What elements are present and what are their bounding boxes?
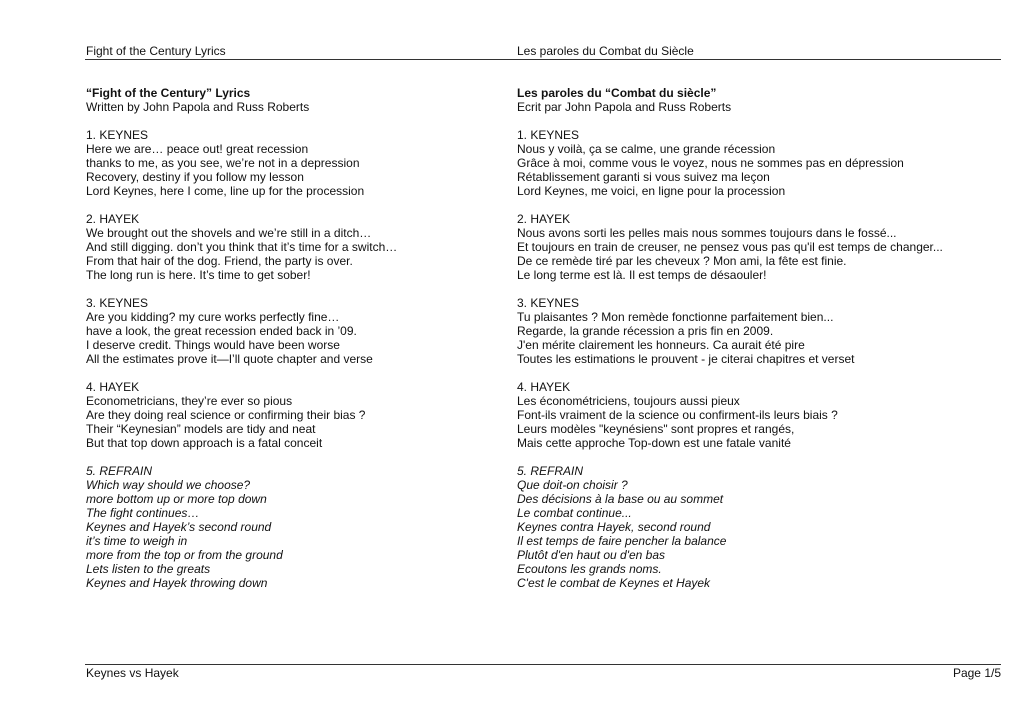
stanza-heading: 3. KEYNES bbox=[86, 296, 149, 310]
french-column bbox=[517, 86, 947, 590]
lyric-line: Ecoutons les grands noms. bbox=[517, 562, 662, 576]
lyric-line: Il est temps de faire pencher la balance bbox=[517, 534, 727, 548]
lyric-line: Which way should we choose? bbox=[86, 478, 251, 492]
stanza-heading: 1. KEYNES bbox=[86, 128, 149, 142]
english-refrain bbox=[86, 464, 516, 590]
lyric-line: Regarde, la grande récession a pris fin en 2009. bbox=[517, 324, 774, 338]
stanza-heading: 2. HAYEK bbox=[517, 212, 571, 226]
lyric-line: Are you kidding? my cure works perfectly fine… bbox=[86, 310, 340, 324]
stanza-heading: 1. KEYNES bbox=[517, 128, 580, 142]
stanza-heading: 5. REFRAIN bbox=[86, 464, 153, 478]
lyric-line: Plutôt d'en haut ou d'en bas bbox=[517, 548, 666, 562]
lyric-line: have a look, the great recession ended back in ’09. bbox=[86, 324, 357, 338]
lyric-line: J'en mérite clairement les honneurs. Ca aurait été pire bbox=[517, 338, 805, 352]
lyric-line: Lord Keynes, here I come, line up for the procession bbox=[86, 184, 365, 198]
lyric-line: Nous avons sorti les pelles mais nous sommes toujours dans le fossé... bbox=[517, 226, 897, 240]
lyric-line: Mais cette approche Top-down est une fatale vanité bbox=[517, 436, 791, 450]
lyric-line: From that hair of the dog. Friend, the party is over. bbox=[86, 254, 353, 268]
lyric-line: Font-ils vraiment de la science ou confirment-ils leurs biais ? bbox=[517, 408, 838, 422]
english-stanza-1 bbox=[86, 128, 516, 198]
header-right-title: Les paroles du Combat du Siècle bbox=[517, 44, 694, 58]
stanza-heading: 4. HAYEK bbox=[86, 380, 140, 394]
lyric-line: Lord Keynes, me voici, en ligne pour la procession bbox=[517, 184, 786, 198]
footer-divider bbox=[85, 664, 1001, 665]
lyric-line: Le combat continue... bbox=[517, 506, 632, 520]
english-title: “Fight of the Century” Lyrics bbox=[86, 86, 251, 100]
lyric-line: Here we are… peace out! great recession bbox=[86, 142, 309, 156]
french-byline: Ecrit par John Papola and Russ Roberts bbox=[517, 100, 732, 114]
page-number: Page 1/5 bbox=[952, 666, 1001, 680]
footer-left-text: Keynes vs Hayek bbox=[86, 666, 179, 680]
lyric-line: Que doit-on choisir ? bbox=[517, 478, 628, 492]
lyric-line: Grâce à moi, comme vous le voyez, nous ne sommes pas en dépression bbox=[517, 156, 904, 170]
lyric-line: Lets listen to the greats bbox=[86, 562, 211, 576]
header-divider bbox=[85, 59, 1001, 60]
french-stanza-4 bbox=[517, 380, 947, 450]
lyric-line: Et toujours en train de creuser, ne pensez vous pas qu'il est temps de changer... bbox=[517, 240, 943, 254]
english-title-block bbox=[86, 86, 516, 114]
lyric-line: Le long terme est là. Il est temps de désaouler! bbox=[517, 268, 767, 282]
header-left-title: Fight of the Century Lyrics bbox=[86, 44, 226, 58]
stanza-heading: 3. KEYNES bbox=[517, 296, 580, 310]
lyric-line: C'est le combat de Keynes et Hayek bbox=[517, 576, 711, 590]
french-stanza-2 bbox=[517, 212, 947, 282]
english-stanza-2 bbox=[86, 212, 516, 282]
lyric-line: Nous y voilà, ça se calme, une grande récession bbox=[517, 142, 776, 156]
lyric-line: But that top down approach is a fatal conceit bbox=[86, 436, 323, 450]
french-refrain bbox=[517, 464, 947, 590]
french-title: Les paroles du “Combat du siècle” bbox=[517, 86, 717, 100]
lyric-line: And still digging. don’t you think that it’s time for a switch… bbox=[86, 240, 398, 254]
page-header bbox=[86, 44, 1001, 59]
lyric-line: I deserve credit. Things would have been worse bbox=[86, 338, 340, 352]
lyric-line: Rétablissement garanti si vous suivez ma leçon bbox=[517, 170, 770, 184]
lyric-line: Are they doing real science or confirming their bias ? bbox=[86, 408, 366, 422]
lyric-line: Tu plaisantes ? Mon remède fonctionne parfaitement bien... bbox=[517, 310, 834, 324]
stanza-heading: 4. HAYEK bbox=[517, 380, 571, 394]
lyric-line: All the estimates prove it—I’ll quote chapter and verse bbox=[86, 352, 373, 366]
english-stanza-4 bbox=[86, 380, 516, 450]
french-stanza-3 bbox=[517, 296, 947, 366]
english-byline: Written by John Papola and Russ Roberts bbox=[86, 100, 310, 114]
lyric-line: Recovery, destiny if you follow my lesson bbox=[86, 170, 304, 184]
french-stanza-1 bbox=[517, 128, 947, 198]
lyric-line: it’s time to weigh in bbox=[86, 534, 188, 548]
lyric-line: The long run is here. It’s time to get sober! bbox=[86, 268, 311, 282]
lyric-line: De ce remède tiré par les cheveux ? Mon ami, la fête est finie. bbox=[517, 254, 847, 268]
lyric-line: Econometricians, they’re ever so pious bbox=[86, 394, 293, 408]
lyric-line: Toutes les estimations le prouvent - je citerai chapitres et verset bbox=[517, 352, 855, 366]
lyric-line: The fight continues… bbox=[86, 506, 200, 520]
stanza-heading: 2. HAYEK bbox=[86, 212, 140, 226]
lyric-line: Keynes and Hayek throwing down bbox=[86, 576, 268, 590]
stanza-heading: 5. REFRAIN bbox=[517, 464, 584, 478]
lyric-line: more from the top or from the ground bbox=[86, 548, 283, 562]
lyric-line: thanks to me, as you see, we’re not in a depression bbox=[86, 156, 360, 170]
lyric-line: Leurs modèles "keynésiens" sont propres et rangés, bbox=[517, 422, 795, 436]
english-column bbox=[86, 86, 516, 590]
lyric-line: Les économétriciens, toujours aussi pieux bbox=[517, 394, 740, 408]
french-title-block bbox=[517, 86, 947, 114]
lyric-line: Des décisions à la base ou au sommet bbox=[517, 492, 724, 506]
english-stanza-3 bbox=[86, 296, 516, 366]
lyric-line: Keynes and Hayek’s second round bbox=[86, 520, 272, 534]
lyric-line: Their “Keynesian” models are tidy and neat bbox=[86, 422, 316, 436]
lyric-line: more bottom up or more top down bbox=[86, 492, 267, 506]
lyric-line: We brought out the shovels and we’re still in a ditch… bbox=[86, 226, 372, 240]
lyric-line: Keynes contra Hayek, second round bbox=[517, 520, 711, 534]
